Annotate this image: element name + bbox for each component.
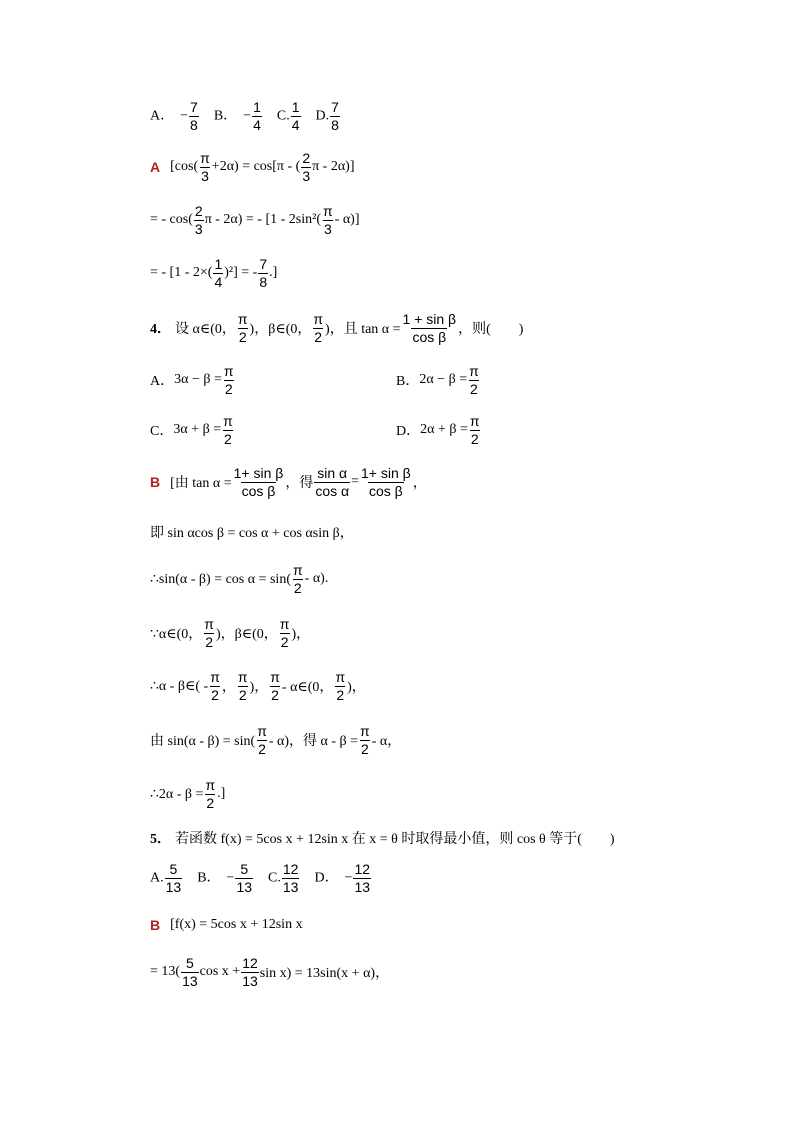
q4-solution-line-5: ∴α - β∈( - π 2 ， π 2 )， π 2 - α∈(0， π 2 )， xyxy=(150,668,366,703)
q5-number: 5． xyxy=(150,832,171,847)
q3-option-c[interactable]: C. $\frac{1}{4}$ xyxy=(276,98,300,133)
q5-solution-line-1: B [f(x) = 5cos x + 12sin x xyxy=(150,917,303,933)
q3-solution-line-3: = - [1 - 2×( 1 4 )²] = - 7 8 .] xyxy=(150,255,278,290)
q5-stem: 5． 若函数 f(x) = 5cos x + 12sin x 在 x = θ 时取得最小值，则 cos θ 等于( ) xyxy=(150,812,615,864)
q3-option-a[interactable]: A． − $\frac{7}{8}$ xyxy=(150,98,198,133)
q4-option-b[interactable]: B． 2α − β = $\frac{\pi}{2}$ xyxy=(396,362,479,397)
q3-solution-line-2: = - cos( 2 3 π - 2α) = - [1 - 2sin²( π 3 - α)] xyxy=(150,202,360,237)
q3-option-d[interactable]: D. $\frac{7}{8}$ xyxy=(315,98,339,133)
q4-solution-line-7: ∴2α - β = $\frac{\pi}{2}$ .] xyxy=(150,776,226,811)
q4-option-d[interactable]: D． 2α + β = $\frac{\pi}{2}$ xyxy=(396,412,480,447)
q5-options xyxy=(150,852,372,904)
q5-option-b[interactable]: B． − $\frac{5}{13}$ xyxy=(197,860,253,895)
q5-option-c[interactable]: C. $\frac{12}{13}$ xyxy=(268,860,299,895)
q4-stem: 4． 设 α∈(0， π 2 )，β∈(0， π 2 )，且 tan α = $\frac{\text{1 + sin β}}{\text{cos β}}$ ，则( ) xyxy=(150,310,524,345)
q4-solution-line-4: ∵α∈(0， π 2 )，β∈(0， π 2 )， xyxy=(150,615,311,650)
q5-option-a[interactable]: A. $\frac{5}{13}$ xyxy=(150,860,182,895)
q4-solution-line-2: 即 sin αcos β = cos α + cos αsin β， xyxy=(150,526,354,541)
q5-option-d[interactable]: D． − $\frac{12}{13}$ xyxy=(314,860,371,895)
q4-option-c[interactable]: C． 3α + β = $\frac{\pi}{2}$ xyxy=(150,412,233,447)
q4-number: 4． xyxy=(150,322,171,337)
q5-solution-line-2: = 13( 5 13 cos x + $\frac{12}{13}$ sin x) = 13sin(x + α)， xyxy=(150,954,390,989)
q4-solution-line-6: 由 sin(α - β) = sin( π 2 - α)，得 α - β = $\frac{\pi}{2}$ - α， xyxy=(150,722,402,757)
q3-answer-letter: A xyxy=(150,159,161,175)
q4-answer-letter: B xyxy=(150,474,161,490)
q3-solution-line-1: A [cos( π 3 +2α) = cos[π - ( 2 3 π - 2α)] xyxy=(150,149,355,184)
q4-solution-line-3: ∴sin(α - β) = cos α = sin( π 2 - α). xyxy=(150,561,329,596)
q4-option-a[interactable]: A． 3α − β = $\frac{\pi}{2}$ xyxy=(150,362,234,397)
q3-option-b[interactable]: B． − $\frac{1}{4}$ xyxy=(213,98,261,133)
q3-options xyxy=(150,90,341,142)
q4-solution-line-1: B [由 tan α = $\frac{\text{1+ sin β}}{\text{cos β}}$ ，得 $\frac{\text{sin α}}{\text{cos α}}$ = $\frac{\text{1+ sin β}}{\text{cos β}}$ ， xyxy=(150,464,427,499)
q5-answer-letter: B xyxy=(150,917,161,933)
